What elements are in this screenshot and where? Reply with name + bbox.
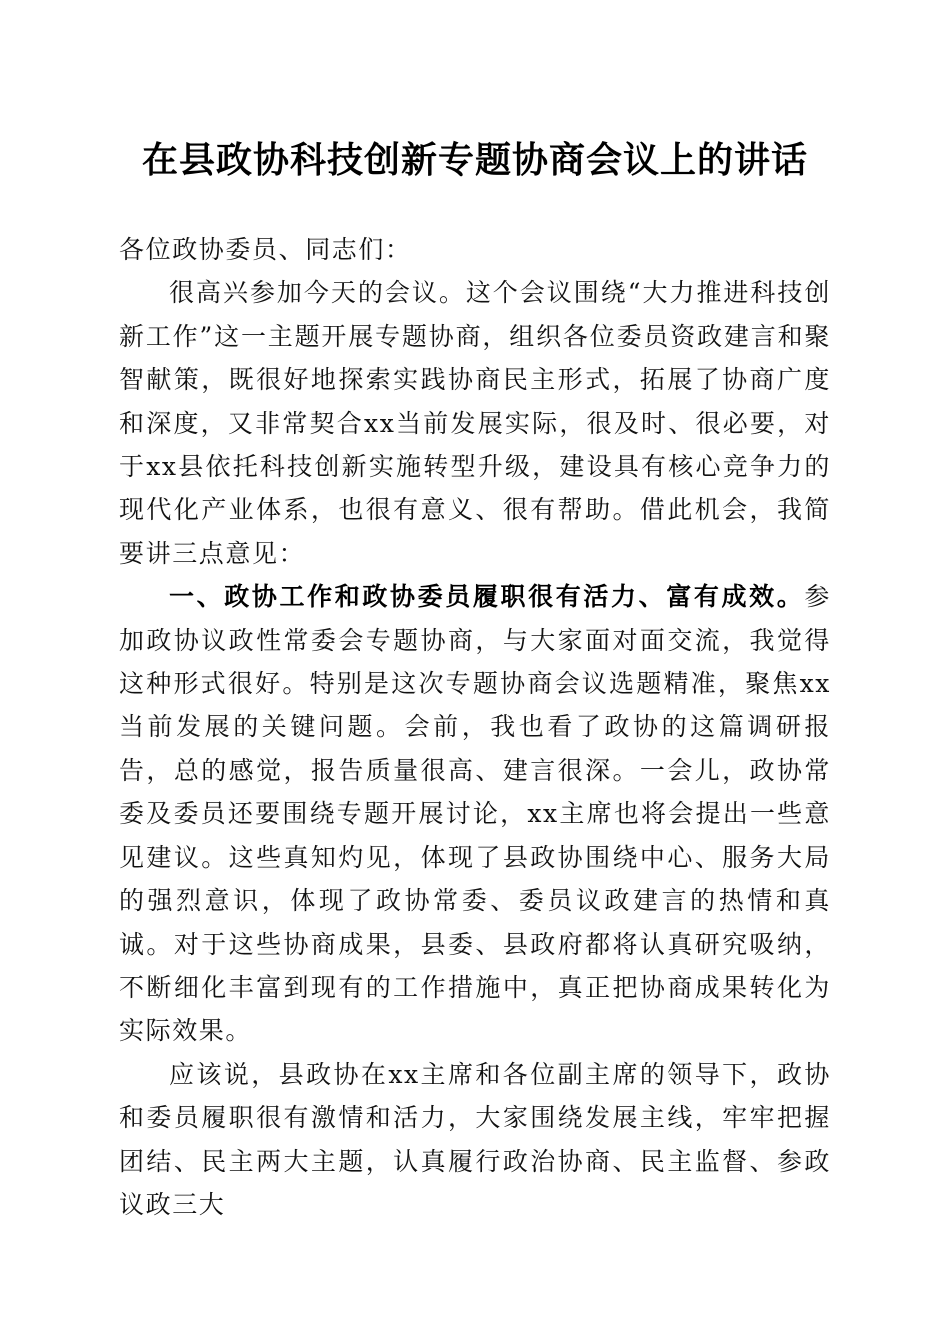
paragraph-continuation (119, 1053, 831, 1227)
document-title: 在县政协科技创新专题协商会议上的讲话 (141, 139, 808, 181)
paragraph-point-one (119, 575, 831, 1052)
section-heading-one: 一、政协工作和政协委员履职很有活力、富有成效。 (169, 582, 805, 612)
paragraph-intro-text: 很高兴参加今天的会议。这个会议围绕“大力推进科技创新工作”这一主题开展专题协商，组织各位委员资政建言和聚智献策，既很好地探索实践协商民主形式，拓展了协商广度和深度，又非常契合xx当前发展实际，很及时、很必要，对于xx县依托科技创新实施转型升级，建设具有核心竞争力的现代化产业体系，也很有意义、很有帮助。借此机会，我简要讲三点意见： (119, 278, 831, 568)
paragraph-intro (119, 271, 831, 575)
paragraph-point-one-text: 参加政协议政性常委会专题协商，与大家面对面交流，我觉得这种形式很好。特别是这次专题协商会议选题精准，聚焦xx当前发展的关键问题。会前，我也看了政协的这篇调研报告，总的感觉，报告质量很高、建言很深。一会儿，政协常委及委员还要围绕专题开展讨论，xx主席也将会提出一些意见建议。这些真知灼见，体现了县政协围绕中心、服务大局的强烈意识，体现了政协常委、委员议政建言的热情和真诚。对于这些协商成果，县委、县政府都将认真研究吸纳，不断细化丰富到现有的工作措施中，真正把协商成果转化为实际效果。 (119, 582, 831, 1046)
salutation: 各位政协委员、同志们： (119, 235, 412, 264)
document-body (119, 228, 831, 1226)
paragraph-continuation-text: 应该说，县政协在xx主席和各位副主席的领导下，政协和委员履职很有激情和活力，大家围绕发展主线，牢牢把握团结、民主两大主题，认真履行政治协商、民主监督、参政议政三大 (119, 1059, 831, 1219)
